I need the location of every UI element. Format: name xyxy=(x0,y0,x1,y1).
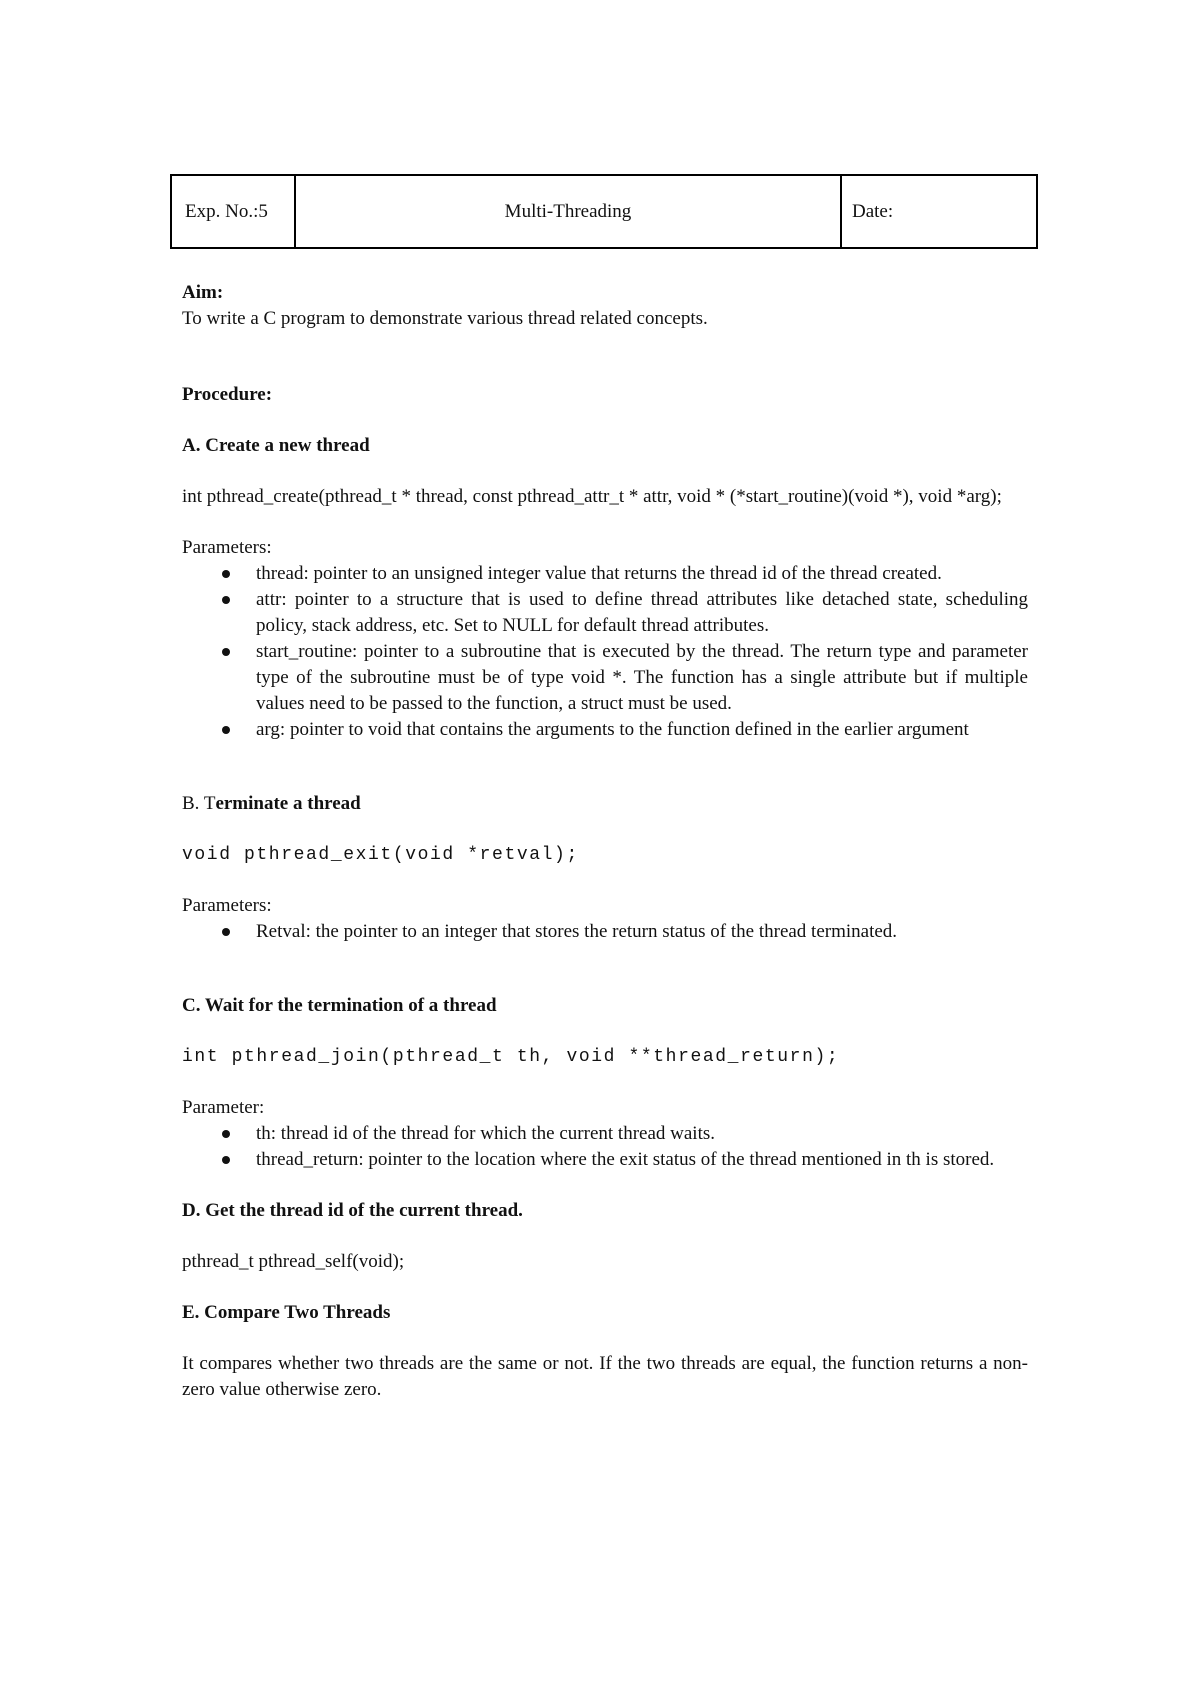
bullet-icon xyxy=(222,1156,230,1164)
list-item: attr: pointer to a structure that is used to define thread attributes like detached state, scheduling policy, stack address, etc. Set to NULL for default thread attributes. xyxy=(182,587,1028,639)
section-a-params-label: Parameters: xyxy=(182,537,272,558)
procedure-heading: Procedure: xyxy=(182,384,273,405)
bullet-icon xyxy=(222,726,230,734)
section-a-params-list xyxy=(182,561,1028,743)
list-item: thread_return: pointer to the location where the exit status of the thread mentioned in th is stored. xyxy=(182,1147,1028,1173)
bullet-icon xyxy=(222,596,230,604)
section-b-heading: B. Terminate a thread xyxy=(182,793,361,814)
bullet-icon xyxy=(222,928,230,936)
date-cell: Date: xyxy=(852,200,894,222)
list-item: Retval: the pointer to an integer that stores the return status of the thread terminated. xyxy=(182,919,1028,945)
section-c-heading: C. Wait for the termination of a thread xyxy=(182,995,497,1016)
bullet-icon xyxy=(222,1130,230,1138)
section-e-text: It compares whether two threads are the same or not. If the two threads are equal, the function returns a non-zero value otherwise zero. xyxy=(182,1353,1028,1400)
section-a-heading: A. Create a new thread xyxy=(182,435,370,456)
experiment-title: Multi-Threading xyxy=(296,176,842,247)
section-a-signature: int pthread_create(pthread_t * thread, const pthread_attr_t * attr, void * (*start_routine)(void *), void *arg); xyxy=(182,486,1002,507)
aim-heading: Aim: xyxy=(182,282,224,303)
section-d-signature: pthread_t pthread_self(void); xyxy=(182,1251,405,1272)
section-c-signature: int pthread_join(pthread_t th, void **thread_return); xyxy=(182,1047,840,1067)
section-c-params-label: Parameter: xyxy=(182,1097,265,1118)
list-item: arg: pointer to void that contains the arguments to the function defined in the earlier argument xyxy=(182,717,1028,743)
list-item: th: thread id of the thread for which the current thread waits. xyxy=(182,1121,1028,1147)
bullet-icon xyxy=(222,648,230,656)
section-c-params-list xyxy=(182,1121,1028,1173)
bullet-icon xyxy=(222,570,230,578)
section-b-signature: void pthread_exit(void *retval); xyxy=(182,845,579,865)
section-d-heading: D. Get the thread id of the current thread. xyxy=(182,1200,523,1221)
header-table xyxy=(170,174,1038,249)
section-b-params-list xyxy=(182,919,1028,945)
document-body xyxy=(182,280,1028,1403)
section-e-heading: E. Compare Two Threads xyxy=(182,1302,391,1323)
aim-text: To write a C program to demonstrate various thread related concepts. xyxy=(182,308,708,329)
list-item: start_routine: pointer to a subroutine that is executed by the thread. The return type and parameter type of the subroutine must be of type void *. The function has a single attribute but if multiple values need to be passed to the function, a struct must be used. xyxy=(182,639,1028,717)
list-item: thread: pointer to an unsigned integer value that returns the thread id of the thread created. xyxy=(182,561,1028,587)
exp-no-cell: Exp. No.:5 xyxy=(172,176,296,247)
section-b-params-label: Parameters: xyxy=(182,895,272,916)
